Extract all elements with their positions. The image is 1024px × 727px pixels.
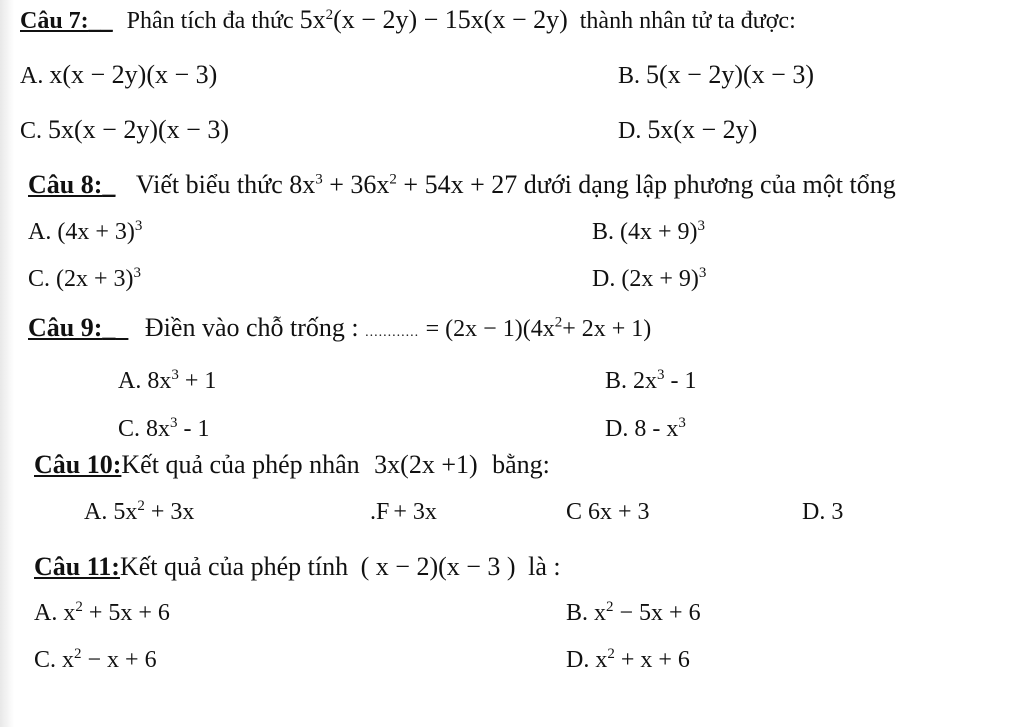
option-exp: 3 <box>133 265 142 281</box>
option-text: 8 - x <box>634 416 679 442</box>
option-text: 2x <box>633 368 658 394</box>
option-text: 6x + 3 <box>588 499 650 525</box>
question-7-text-after: thành nhân tử ta được: <box>579 8 796 34</box>
page-edge-shadow <box>0 0 14 727</box>
option-exp: 2 <box>75 599 83 615</box>
option-text: x(x − 2y)(x − 3) <box>49 60 218 89</box>
question-7-expr-a-exp: 2 <box>325 7 334 23</box>
option-exp: 2 <box>74 646 82 662</box>
option-text: 8x <box>147 368 172 394</box>
question-8-t2: + 36x <box>329 170 390 199</box>
q10-option-d[interactable] <box>802 497 843 527</box>
question-8-label: Câu 8: <box>28 170 103 199</box>
q10-option-c[interactable] <box>566 497 650 527</box>
question-8-text-after: dưới dạng lập phương của một tổng <box>523 170 896 199</box>
question-10-text-after: bằng: <box>492 450 550 479</box>
option-exp: 3 <box>171 367 179 383</box>
q8-option-a[interactable] <box>28 217 142 247</box>
option-letter: B. <box>605 368 628 394</box>
option-text: (2x + 3) <box>56 266 134 292</box>
option-rest: + 3x <box>393 499 437 525</box>
q10-option-b[interactable] <box>370 497 437 527</box>
fill-in-blank[interactable]: ............ <box>365 325 420 340</box>
option-text: 5x(x − 2y)(x − 3) <box>48 115 229 144</box>
question-8-underscore: _ <box>102 170 116 199</box>
option-text: x <box>595 647 608 673</box>
option-text: 5x <box>113 499 138 525</box>
option-letter: B. <box>618 63 641 89</box>
option-exp: 3 <box>698 265 707 281</box>
question-8-t3: + 54x + 27 <box>403 170 518 199</box>
option-letter: A. <box>118 368 142 394</box>
question-11-label: Câu 11: <box>34 552 120 581</box>
option-letter: D. <box>618 118 642 144</box>
question-7-expr-b: (x − 2y) − 15x(x − 2y) <box>333 5 568 34</box>
q11-option-b[interactable] <box>566 598 701 628</box>
option-exp: 3 <box>678 415 686 431</box>
option-letter: C. <box>118 416 141 442</box>
option-exp: 2 <box>607 646 615 662</box>
q8-option-d[interactable] <box>592 264 706 294</box>
question-8-t1-exp: 3 <box>315 171 323 188</box>
q9-option-a[interactable] <box>118 366 216 396</box>
q9-option-c[interactable] <box>118 414 210 444</box>
option-text: 5x(x − 2y) <box>647 115 758 144</box>
q10-option-a[interactable] <box>84 497 194 527</box>
option-text: 5(x − 2y)(x − 3) <box>646 60 814 89</box>
question-9-label: Câu 9: <box>28 313 103 342</box>
question-9-eq-b: + 2x + 1) <box>562 316 652 342</box>
q11-option-d[interactable] <box>566 645 690 675</box>
question-10-label: Câu 10: <box>34 450 122 479</box>
q11-option-c[interactable] <box>34 645 157 675</box>
option-text: (4x + 9) <box>620 219 698 245</box>
option-text: (4x + 3) <box>57 219 135 245</box>
question-9-eq-exp: 2 <box>554 314 563 331</box>
question-11 <box>34 552 561 582</box>
option-exp: 3 <box>697 218 706 234</box>
question-10 <box>34 450 550 480</box>
question-8 <box>28 170 896 200</box>
option-letter: C. <box>20 118 43 144</box>
option-exp: 3 <box>134 218 143 234</box>
question-7-expr-a: 5x <box>299 5 326 34</box>
option-exp: 2 <box>137 498 145 514</box>
option-exp: 3 <box>170 415 178 431</box>
question-9-underscore: _ <box>102 313 116 342</box>
q11-option-a[interactable] <box>34 598 170 628</box>
question-9-text: Điền vào chỗ trống : <box>144 313 359 342</box>
option-letter: C. <box>34 647 57 673</box>
q7-option-a[interactable] <box>20 60 217 91</box>
option-letter: C. <box>28 266 51 292</box>
q9-option-b[interactable] <box>605 366 697 396</box>
option-rest: + x + 6 <box>614 647 690 673</box>
q9-option-d[interactable] <box>605 414 686 444</box>
option-letter: D. <box>566 647 590 673</box>
question-9 <box>28 313 651 348</box>
option-rest: + 3x <box>144 499 195 525</box>
question-7-text: Phân tích đa thức <box>126 8 294 34</box>
option-letter: D. <box>802 499 826 525</box>
option-text: 8x <box>146 416 171 442</box>
q8-option-c[interactable] <box>28 264 141 294</box>
question-11-expr: ( x − 2)(x − 3 ) <box>360 552 516 581</box>
option-letter: A. <box>28 219 52 245</box>
option-exp: 2 <box>606 599 614 615</box>
q8-option-b[interactable] <box>592 217 705 247</box>
option-text: x <box>594 600 607 626</box>
q7-option-c[interactable] <box>20 115 229 146</box>
option-letter: D. <box>592 266 616 292</box>
option-rest: - 1 <box>177 416 210 442</box>
question-7-underscore: __ <box>88 8 113 34</box>
option-letter: A. <box>20 63 44 89</box>
question-8-t2-exp: 2 <box>389 171 397 188</box>
q7-option-b[interactable] <box>618 60 814 91</box>
q7-option-d[interactable] <box>618 115 757 146</box>
option-text: x <box>63 600 76 626</box>
question-8-text: Viết biểu thức <box>135 170 283 199</box>
option-letter: A. <box>34 600 58 626</box>
question-10-expr: 3x(2x +1) <box>374 450 478 479</box>
option-text: 3 <box>831 499 844 525</box>
option-exp: 3 <box>657 367 665 383</box>
option-letter: B. <box>592 219 615 245</box>
option-rest: − x + 6 <box>81 647 157 673</box>
question-8-t1: 8x <box>289 170 316 199</box>
question-11-text: Kết quả của phép tính <box>119 552 349 581</box>
option-rest: − 5x + 6 <box>613 600 701 626</box>
option-letter: B. <box>566 600 589 626</box>
question-7 <box>20 5 796 36</box>
option-rest: + 1 <box>178 368 217 394</box>
option-text: x <box>62 647 75 673</box>
option-text: .F <box>370 499 390 525</box>
option-letter: D. <box>605 416 629 442</box>
option-rest: + 5x + 6 <box>82 600 170 626</box>
option-letter: A. <box>84 499 108 525</box>
option-rest: - 1 <box>664 368 697 394</box>
question-9-eq-a: = (2x − 1)(4x <box>425 316 555 342</box>
question-7-label: Câu 7: <box>20 8 89 34</box>
option-text: (2x + 9) <box>621 266 699 292</box>
question-11-text-after: là : <box>528 552 561 581</box>
question-10-text: Kết quả của phép nhân <box>121 450 360 479</box>
option-letter: C <box>566 499 583 525</box>
